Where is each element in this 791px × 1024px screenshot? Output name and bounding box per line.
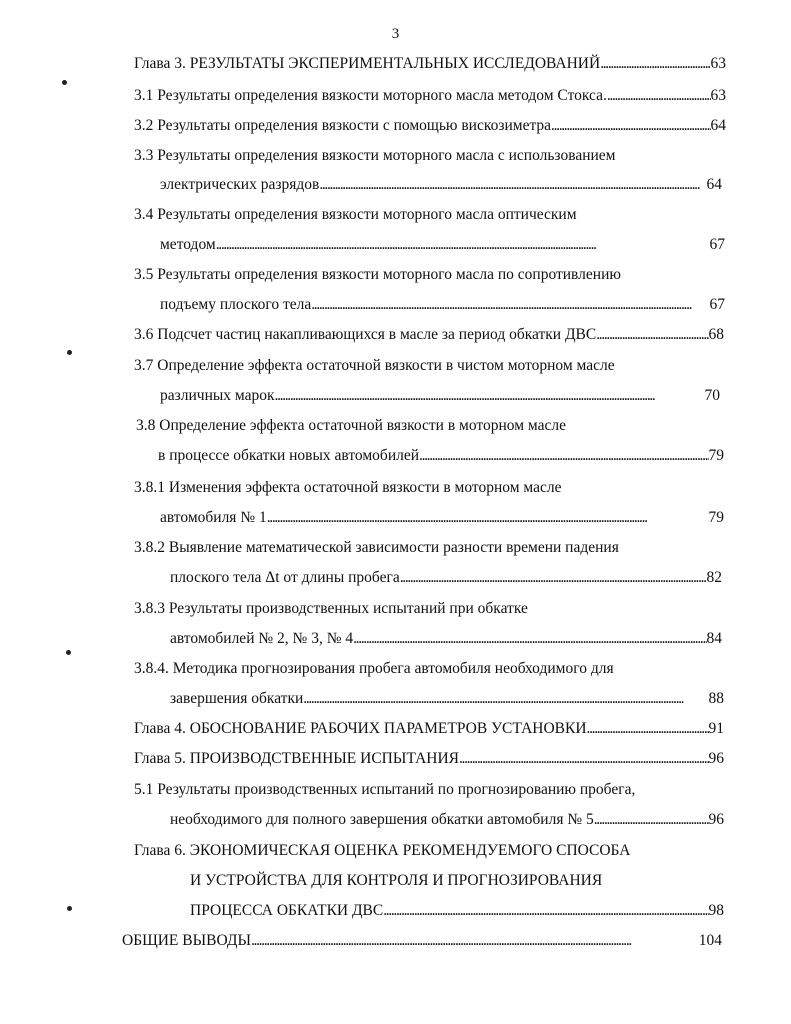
toc-entry-title: ОБЩИЕ ВЫВОДЫ [122, 932, 251, 949]
toc-entry-chapter-6-line1: Глава 6. ЭКОНОМИЧЕСКАЯ ОЦЕНКА РЕКОМЕНДУЕМОГО СПОСОБА [134, 842, 631, 859]
toc-entry-chapter-5 [134, 747, 724, 771]
toc-entry-title: в процессе обкатки новых автомобилей [158, 447, 420, 464]
toc-entry-title: необходимого для полного завершения обкатки автомобиля № 5 [170, 811, 594, 828]
toc-entry-title: Глава 4. ОБОСНОВАНИЕ РАБОЧИХ ПАРАМЕТРОВ УСТАНОВКИ [134, 720, 587, 737]
toc-entry-3-5-line1: 3.5 Результаты определения вязкости моторного масла по сопротивлению [134, 266, 621, 283]
toc-entry-page: 84 [706, 630, 722, 647]
toc-entry-title: Глава 3. РЕЗУЛЬТАТЫ ЭКСПЕРИМЕНТАЛЬНЫХ ИССЛЕДОВАНИЙ [134, 55, 601, 72]
toc-entry-page: 68 [708, 326, 724, 343]
toc-entry-page: 98 [708, 902, 724, 919]
toc-entry-title: автомобилей № 2, № 3, № 4 [170, 630, 354, 647]
toc-entry-3-8-4 [170, 687, 724, 711]
toc-entry-page: 70 [704, 387, 720, 404]
toc-entry-page: 64 [710, 117, 726, 134]
toc-entry-3-8-line1: 3.8 Определение эффекта остаточной вязкости в моторном масле [136, 417, 566, 434]
scan-speck [67, 350, 72, 355]
scan-speck [67, 906, 72, 911]
toc-entry-page: 82 [706, 569, 722, 586]
toc-entry-page: 96 [708, 750, 724, 767]
page-number: 3 [391, 26, 400, 42]
toc-entry-3-7 [160, 384, 720, 408]
toc-entry-title: методом [160, 236, 216, 253]
toc-entry-chapter-3 [134, 52, 726, 76]
scan-speck [62, 80, 67, 85]
toc-entry-3-8-1-line1: 3.8.1 Изменения эффекта остаточной вязкости в моторном масле [134, 479, 562, 496]
toc-entry-title: подъему плоского тела [160, 296, 312, 313]
toc-entry-title: 3.2 Результаты определения вязкости с помощью вискозиметра [134, 117, 552, 134]
toc-entry-3-4 [160, 233, 725, 257]
toc-entry-title: 3.6 Подсчет частиц накапливающихся в масле за период обкатки ДВС [134, 326, 597, 343]
toc-entry-title: ПРОЦЕССА ОБКАТКИ ДВС [190, 902, 384, 919]
toc-entry-3-8-3 [170, 627, 722, 651]
scan-speck [66, 650, 71, 655]
toc-entry-page: 104 [698, 932, 722, 949]
toc-entry-page: 91 [708, 720, 724, 737]
toc-entry-3-8 [158, 444, 724, 468]
toc-entry-title: плоского тела Δt от длины пробега [170, 569, 400, 586]
toc-entry-title: завершения обкатки [170, 690, 304, 707]
toc-entry-page: 79 [708, 509, 724, 526]
toc-entry-page: 67 [709, 296, 725, 313]
toc-entry-page: 79 [708, 447, 724, 464]
toc-entry-3-8-4-line1: 3.8.4. Методика прогнозирования пробега автомобиля необходимого для [134, 660, 614, 677]
toc-entry-chapter-6 [190, 899, 724, 923]
toc-entry-title: различных марок [160, 387, 275, 404]
toc-entry-3-6 [134, 323, 724, 347]
toc-entry-conclusions [122, 929, 722, 953]
toc-entry-page: 67 [709, 236, 725, 253]
toc-entry-3-4-line1: 3.4 Результаты определения вязкости моторного масла оптическим [134, 206, 577, 223]
toc-entry-3-1 [134, 84, 726, 108]
toc-entry-3-3-line1: 3.3 Результаты определения вязкости моторного масла с использованием [134, 147, 616, 164]
toc-entry-title: 3.1 Результаты определения вязкости моторного масла методом Стокса. [134, 87, 607, 104]
toc-entry-page: 63 [710, 87, 726, 104]
toc-entry-3-8-1 [160, 506, 724, 530]
toc-entry-3-3 [160, 173, 722, 197]
toc-entry-title: Глава 5. ПРОИЗВОДСТВЕННЫЕ ИСПЫТАНИЯ [134, 750, 459, 767]
toc-entry-chapter-6-line2: И УСТРОЙСТВА ДЛЯ КОНТРОЛЯ И ПРОГНОЗИРОВАНИЯ [190, 872, 603, 889]
toc-entry-chapter-4 [134, 717, 724, 741]
toc-entry-3-7-line1: 3.7 Определение эффекта остаточной вязкости в чистом моторном масле [134, 357, 615, 374]
toc-entry-3-8-2 [170, 566, 722, 590]
toc-entry-page: 63 [710, 55, 726, 72]
toc-entry-5-1 [170, 808, 724, 832]
toc-entry-page: 96 [708, 811, 724, 828]
toc-entry-3-5 [160, 293, 725, 317]
toc-entry-page: 64 [706, 176, 722, 193]
toc-entry-3-2 [134, 114, 726, 138]
toc-entry-5-1-line1: 5.1 Результаты производственных испытаний по прогнозированию пробега, [134, 781, 636, 798]
toc-entry-title: автомобиля № 1 [160, 509, 267, 526]
toc-entry-title: электрических разрядов [160, 176, 320, 193]
toc-entry-3-8-3-line1: 3.8.3 Результаты производственных испытаний при обкатке [134, 600, 528, 617]
toc-entry-3-8-2-line1: 3.8.2 Выявление математической зависимости разности времени падения [134, 539, 619, 556]
toc-entry-page: 88 [708, 690, 724, 707]
